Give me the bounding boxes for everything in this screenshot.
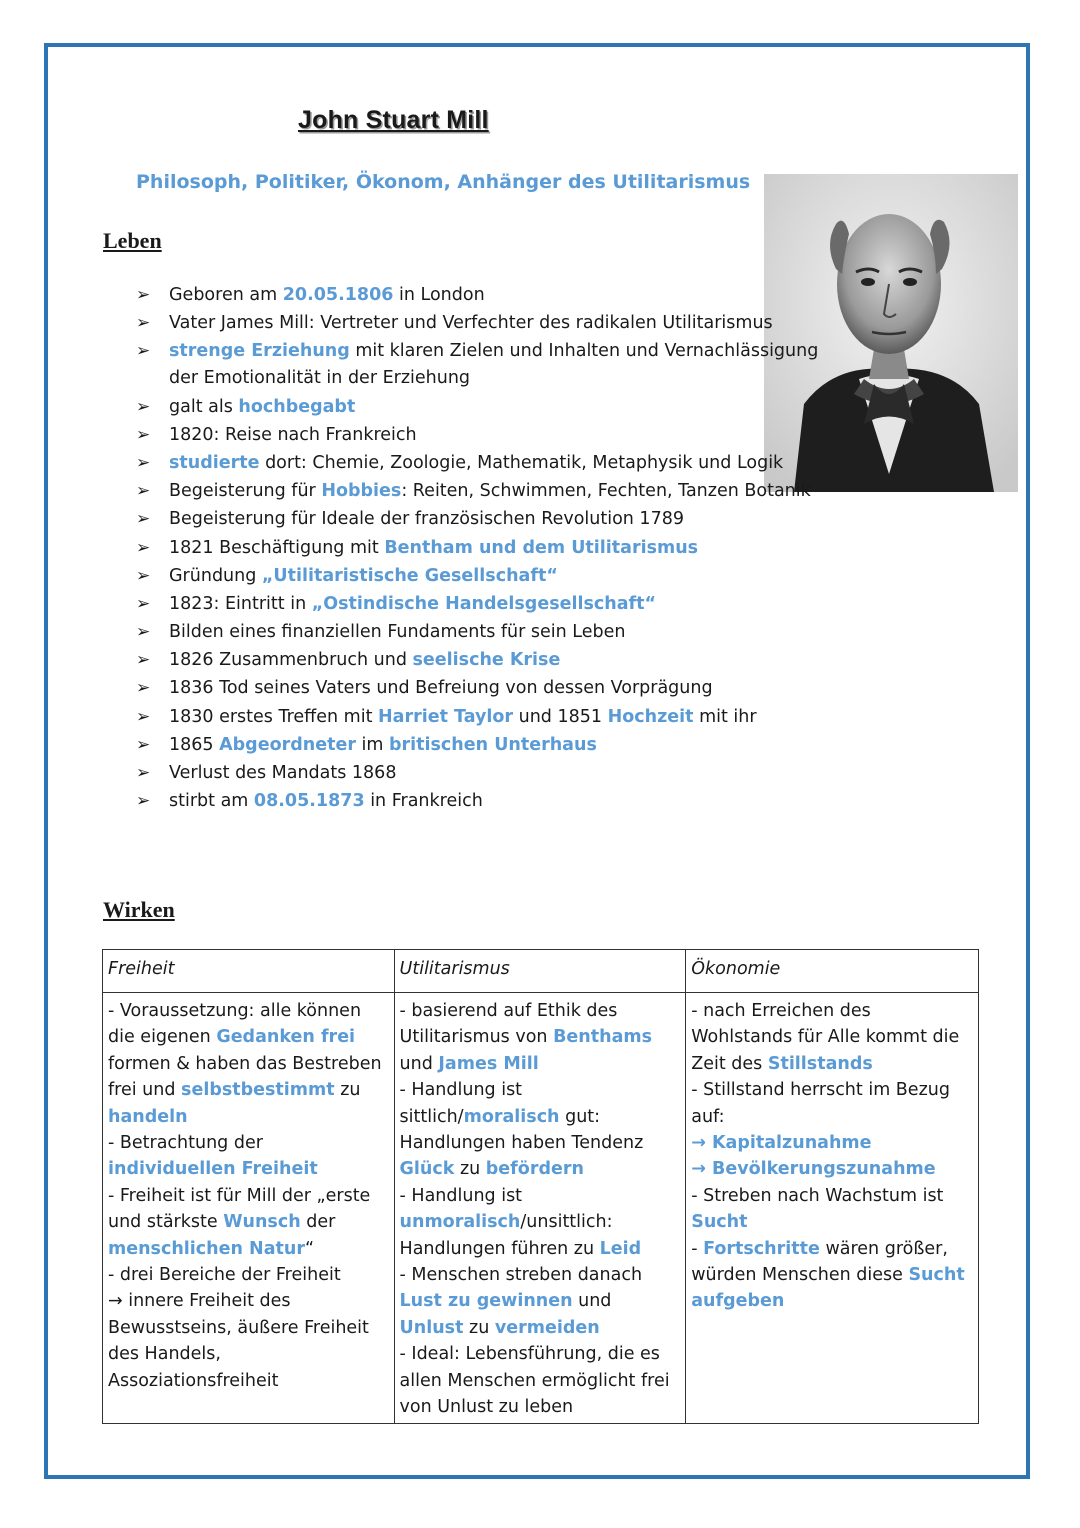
- arrow-bullet-icon: ➢: [136, 763, 151, 783]
- highlight-text: Abgeordneter: [219, 734, 356, 755]
- list-item: [136, 732, 826, 759]
- life-list: [136, 282, 826, 816]
- list-item: [136, 591, 826, 618]
- body-text: - Handlung ist: [399, 1185, 523, 1206]
- table-row: [103, 993, 979, 1424]
- cell-paragraph: [400, 998, 681, 1077]
- body-text: Vater James Mill: Vertreter und Verfechter des radikalen Utilitarismus: [169, 313, 773, 334]
- highlight-text: britischen Unterhaus: [389, 734, 597, 755]
- body-text: - Streben nach Wachstum ist: [691, 1185, 944, 1206]
- highlight-text: strenge Erziehung: [169, 341, 350, 362]
- body-text: - Stillstand herrscht im Bezug auf:: [691, 1080, 950, 1127]
- cell-paragraph: [108, 1183, 389, 1262]
- highlight-text: Lust zu gewinnen: [399, 1291, 573, 1312]
- highlight-text: Gedanken frei: [216, 1027, 356, 1048]
- body-text: zu: [463, 1317, 495, 1338]
- highlight-text: Harriet Taylor: [378, 706, 514, 727]
- table-header-row: [103, 950, 979, 993]
- cell-paragraph: [400, 1077, 681, 1183]
- arrow-bullet-icon: ➢: [136, 509, 151, 530]
- page-title: John Stuart Mill: [298, 106, 489, 134]
- body-text: gut: Handlungen haben Tendenz: [399, 1106, 644, 1154]
- list-item: [136, 338, 826, 392]
- highlight-text: individuellen Freiheit: [108, 1159, 318, 1180]
- highlight-text: Benthams: [553, 1027, 653, 1048]
- arrow-bullet-icon: ➢: [136, 622, 151, 643]
- body-text: Begeisterung für: [169, 481, 322, 502]
- body-text: und: [572, 1291, 612, 1312]
- list-item: [136, 535, 826, 562]
- list-item: [136, 282, 826, 309]
- arrow-bullet-icon: ➢: [136, 593, 151, 614]
- section-heading-leben: Leben: [103, 228, 162, 253]
- highlight-text: 20.05.1806: [282, 285, 394, 305]
- wirken-table: [102, 949, 979, 1424]
- cell-paragraph: [108, 1130, 389, 1183]
- cell-paragraph: [691, 998, 973, 1077]
- highlight-text: Unlust: [399, 1317, 464, 1338]
- list-item: [136, 788, 826, 815]
- cell-paragraph: [691, 1130, 973, 1156]
- arrow-bullet-icon: ➢: [136, 424, 151, 445]
- section-heading-wirken: Wirken: [103, 897, 175, 922]
- arrow-bullet-icon: ➢: [136, 396, 151, 417]
- list-item: [136, 450, 826, 477]
- body-text: im: [355, 734, 389, 755]
- cell-paragraph: [691, 1236, 973, 1315]
- body-text: - Handlung ist sittlich/: [399, 1080, 523, 1127]
- list-item: [136, 619, 826, 646]
- highlight-text: selbstbestimmt: [181, 1080, 335, 1101]
- list-item: [136, 422, 826, 449]
- highlight-text: → Kapitalzunahme: [691, 1133, 872, 1154]
- highlight-text: Hochzeit: [607, 706, 694, 727]
- highlight-text: „Ostindische Handelsgesellschaft“: [311, 593, 657, 614]
- body-text: mit ihr: [693, 706, 757, 727]
- arrow-bullet-icon: ➢: [136, 452, 151, 473]
- list-item: [136, 704, 826, 731]
- body-text: - Freiheit ist für Mill der „erste und stärkste: [108, 1185, 371, 1233]
- arrow-bullet-icon: ➢: [136, 650, 151, 671]
- arrow-bullet-icon: ➢: [136, 313, 151, 334]
- highlight-text: hochbegabt: [238, 396, 356, 417]
- body-text: der: [300, 1212, 336, 1233]
- highlight-text: Stillstands: [767, 1053, 873, 1074]
- highlight-text: unmoralisch: [399, 1212, 521, 1233]
- highlight-text: 08.05.1873: [253, 791, 365, 812]
- body-text: Begeisterung für Ideale der französischen Revolution 1789: [169, 509, 684, 530]
- body-text: stirbt am: [169, 791, 254, 812]
- list-item: [136, 310, 826, 337]
- body-text: “: [304, 1238, 315, 1259]
- list-item: [136, 506, 826, 533]
- highlight-text: Leid: [599, 1238, 642, 1259]
- body-text: formen & haben das Bestreben frei und: [108, 1053, 382, 1101]
- list-item: [136, 478, 826, 505]
- body-text: 1820: Reise nach Frankreich: [169, 424, 417, 445]
- arrow-bullet-icon: ➢: [136, 285, 151, 305]
- highlight-text: moralisch: [463, 1106, 560, 1127]
- body-text: Gründung: [169, 565, 262, 586]
- body-text: → innere Freiheit des Bewusstseins, äußere Freiheit des Handels, Assoziationsfreiheit: [108, 1291, 369, 1391]
- body-text: - basierend auf Ethik des Utilitarismus von: [399, 1001, 618, 1048]
- body-text: 1865: [169, 734, 220, 755]
- highlight-text: Sucht: [691, 1212, 748, 1233]
- body-text: /unsittlich: Handlungen führen zu: [399, 1212, 613, 1259]
- cell-paragraph: [691, 1156, 973, 1182]
- highlight-text: Hobbies: [321, 481, 402, 502]
- body-text: und 1851: [513, 706, 608, 727]
- cell-paragraph: [691, 1183, 973, 1236]
- highlight-text: „Utilitaristische Gesellschaft“: [261, 565, 558, 586]
- highlight-text: Fortschritte: [703, 1238, 820, 1259]
- list-item: [136, 394, 826, 421]
- body-text: mit klaren Zielen und Inhalten und Vernachlässigung der Emotionalität in der Erziehung: [169, 341, 819, 389]
- body-text: wären größer, würden Menschen diese: [691, 1238, 948, 1286]
- highlight-text: Bentham und dem Utilitarismus: [384, 537, 699, 558]
- arrow-bullet-icon: ➢: [136, 706, 151, 727]
- highlight-text: James Mill: [438, 1053, 539, 1074]
- body-text: Geboren am: [169, 285, 283, 305]
- list-item: [136, 647, 826, 674]
- body-text: Verlust des Mandats 1868: [169, 763, 397, 783]
- arrow-bullet-icon: ➢: [136, 481, 151, 502]
- list-item: [136, 760, 826, 787]
- body-text: galt als: [169, 396, 239, 417]
- list-item: [136, 563, 826, 590]
- body-text: 1826 Zusammenbruch und: [169, 650, 413, 671]
- highlight-text: menschlichen Natur: [108, 1238, 305, 1259]
- arrow-bullet-icon: ➢: [136, 791, 151, 812]
- arrow-bullet-icon: ➢: [136, 565, 151, 586]
- body-text: - drei Bereiche der Freiheit: [108, 1265, 341, 1286]
- body-text: zu: [334, 1080, 361, 1101]
- cell-paragraph: [108, 1262, 389, 1288]
- body-text: in London: [393, 285, 485, 305]
- body-text: und: [399, 1053, 439, 1074]
- cell-paragraph: [691, 1077, 973, 1130]
- body-text: in Frankreich: [364, 791, 483, 812]
- body-text: dort: Chemie, Zoologie, Mathematik, Metaphysik und Logik: [259, 452, 784, 473]
- body-text: : Reiten, Schwimmen, Fechten, Tanzen Botanik: [401, 481, 811, 502]
- page-subtitle: Philosoph, Politiker, Ökonom, Anhänger des Utilitarismus: [136, 171, 751, 193]
- highlight-text: handeln: [108, 1106, 188, 1127]
- arrow-bullet-icon: ➢: [136, 678, 151, 699]
- body-text: zu: [454, 1159, 486, 1180]
- body-text: Bilden eines finanziellen Fundaments für sein Leben: [169, 622, 626, 643]
- body-text: - Menschen streben danach: [399, 1265, 643, 1286]
- highlight-text: Wunsch: [223, 1212, 301, 1233]
- body-text: - Ideal: Lebensführung, die es allen Menschen ermöglicht frei von Unlust zu leben: [399, 1344, 670, 1418]
- body-text: -: [691, 1238, 704, 1259]
- column-header-utilitarismus: Utilitarismus: [394, 950, 686, 993]
- body-text: - nach Erreichen des Wohlstands für Alle kommt die Zeit des: [691, 1001, 960, 1074]
- arrow-bullet-icon: ➢: [136, 734, 151, 755]
- highlight-text: Glück: [399, 1159, 455, 1180]
- column-header-oekonomie: Ökonomie: [686, 950, 979, 993]
- body-text: - Betrachtung der: [108, 1133, 263, 1154]
- cell-paragraph: [400, 1183, 681, 1262]
- highlight-text: Sucht aufgeben: [691, 1265, 965, 1312]
- cell-paragraph: [400, 1262, 681, 1341]
- cell-paragraph: [400, 1341, 681, 1420]
- body-text: 1823: Eintritt in: [169, 593, 312, 614]
- column-header-freiheit: Freiheit: [103, 950, 395, 993]
- cell-paragraph: [108, 1288, 389, 1394]
- cell-oekonomie: [686, 993, 979, 1424]
- body-text: 1836 Tod seines Vaters und Befreiung von dessen Vorprägung: [169, 678, 713, 699]
- highlight-text: studierte: [169, 452, 260, 473]
- highlight-text: → Bevölkerungszunahme: [691, 1159, 936, 1180]
- cell-paragraph: [108, 998, 389, 1130]
- highlight-text: vermeiden: [494, 1317, 600, 1338]
- body-text: 1830 erstes Treffen mit: [169, 706, 378, 727]
- highlight-text: seelische Krise: [412, 650, 561, 671]
- list-item: [136, 675, 826, 702]
- body-text: 1821 Beschäftigung mit: [169, 537, 385, 558]
- arrow-bullet-icon: ➢: [136, 341, 151, 362]
- arrow-bullet-icon: ➢: [136, 537, 151, 558]
- body-text: - Voraussetzung: alle können die eigenen: [108, 1001, 362, 1048]
- highlight-text: befördern: [485, 1159, 584, 1180]
- cell-utilitarismus: [394, 993, 686, 1424]
- cell-freiheit: [103, 993, 395, 1424]
